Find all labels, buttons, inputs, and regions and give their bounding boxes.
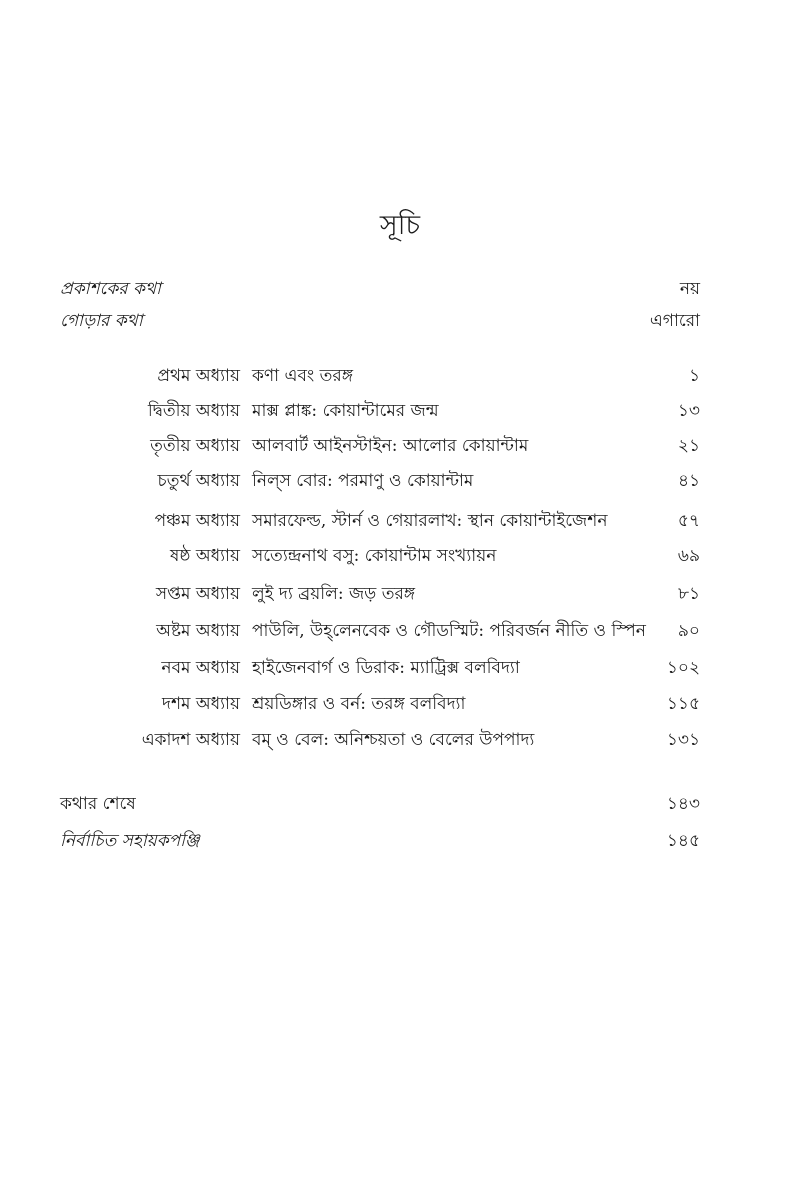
toc-entry-chapter-6 bbox=[60, 541, 700, 571]
chapter-number: তৃতীয় অধ্যায় bbox=[150, 436, 240, 456]
chapter-number: দশম অধ্যায় bbox=[162, 694, 240, 714]
chapter-title: শ্রয়ডিঙ্গার ও বর্ন: তরঙ্গ বলবিদ্যা bbox=[252, 694, 466, 714]
toc-entry-chapter-5 bbox=[60, 506, 700, 536]
toc-entry-chapter-1 bbox=[60, 361, 700, 391]
toc-entry-publishers-note bbox=[60, 274, 700, 304]
chapter-title: আলবার্ট আইনস্টাইন: আলোর কোয়ান্টাম bbox=[252, 436, 529, 456]
chapter-title: লুই দ্য ব্রয়লি: জড় তরঙ্গ bbox=[252, 584, 416, 604]
entry-label: কথার শেষে bbox=[60, 794, 136, 814]
chapter-title: মাক্স প্লাঙ্ক: কোয়ান্টামের জন্ম bbox=[252, 401, 439, 421]
entry-page-number: ৫৭ bbox=[677, 511, 700, 531]
entry-label: নির্বাচিত সহায়কপঞ্জি bbox=[60, 831, 200, 851]
chapter-title: সমারফেল্ড, স্টার্ন ও গেয়ারলাখ: স্থান কোয়ান্টাইজেশন bbox=[252, 511, 608, 531]
entry-page-number: ১৩১ bbox=[666, 730, 700, 750]
entry-page-number: ১৪৫ bbox=[666, 831, 700, 851]
entry-page-number: ১৪৩ bbox=[666, 794, 700, 814]
chapter-number: অষ্টম অধ্যায় bbox=[156, 621, 240, 641]
toc-entry-chapter-2 bbox=[60, 396, 700, 426]
chapter-title: বম্‌ ও বেল: অনিশ্চয়তা ও বেলের উপপাদ্য bbox=[252, 730, 535, 750]
chapter-number: পঞ্চম অধ্যায় bbox=[154, 511, 240, 531]
toc-entry-bibliography bbox=[60, 826, 700, 856]
entry-page-number: ১৩ bbox=[677, 401, 700, 421]
page-title: সূচি bbox=[379, 210, 421, 241]
entry-page-number: ১০২ bbox=[666, 658, 700, 678]
entry-label: প্রকাশকের কথা bbox=[60, 279, 161, 299]
chapter-number: একাদশ অধ্যায় bbox=[141, 730, 240, 750]
entry-page-number: ১ bbox=[688, 366, 700, 386]
entry-page-number: ৮১ bbox=[677, 584, 700, 604]
entry-page-number: ৬৯ bbox=[677, 546, 700, 566]
toc-entry-afterword bbox=[60, 789, 700, 819]
toc-entry-preface bbox=[60, 306, 700, 336]
toc-entry-chapter-3 bbox=[60, 431, 700, 461]
chapter-title: কণা এবং তরঙ্গ bbox=[252, 366, 354, 386]
toc-entry-chapter-8 bbox=[60, 616, 700, 646]
toc-entry-chapter-7 bbox=[60, 579, 700, 609]
entry-page-number: ২১ bbox=[677, 436, 700, 456]
entry-label: গোড়ার কথা bbox=[60, 311, 143, 331]
chapter-title: সত্যেন্দ্রনাথ বসু: কোয়ান্টাম সংখ্যায়ন bbox=[252, 546, 497, 566]
chapter-number: নবম অধ্যায় bbox=[161, 658, 240, 678]
entry-page-number: ৪১ bbox=[677, 471, 700, 491]
chapter-title: নিল্‌স বোর: পরমাণু ও কোয়ান্টাম bbox=[252, 471, 474, 491]
toc-entry-chapter-4 bbox=[60, 466, 700, 496]
chapter-title: পাউলি, উহ্‌লেনবেক ও গৌডস্মিট: পরিবর্জন নীতি ও স্পিন bbox=[252, 621, 646, 641]
chapter-number: ষষ্ঠ অধ্যায় bbox=[170, 546, 240, 566]
chapter-title: হাইজেনবার্গ ও ডিরাক: ম্যাট্রিক্স বলবিদ্যা bbox=[252, 658, 520, 678]
entry-page-number: ৯০ bbox=[677, 621, 700, 641]
chapter-number: দ্বিতীয় অধ্যায় bbox=[147, 401, 240, 421]
toc-entry-chapter-9 bbox=[60, 653, 700, 683]
entry-page-number: ১১৫ bbox=[666, 694, 700, 714]
chapter-number: চতুর্থ অধ্যায় bbox=[157, 471, 240, 491]
entry-page-number: এগারো bbox=[649, 311, 700, 331]
toc-entry-chapter-10 bbox=[60, 689, 700, 719]
entry-page-number: নয় bbox=[679, 279, 700, 299]
toc-entry-chapter-11 bbox=[60, 725, 700, 755]
chapter-number: সপ্তম অধ্যায় bbox=[155, 584, 240, 604]
chapter-number: প্রথম অধ্যায় bbox=[157, 366, 240, 386]
